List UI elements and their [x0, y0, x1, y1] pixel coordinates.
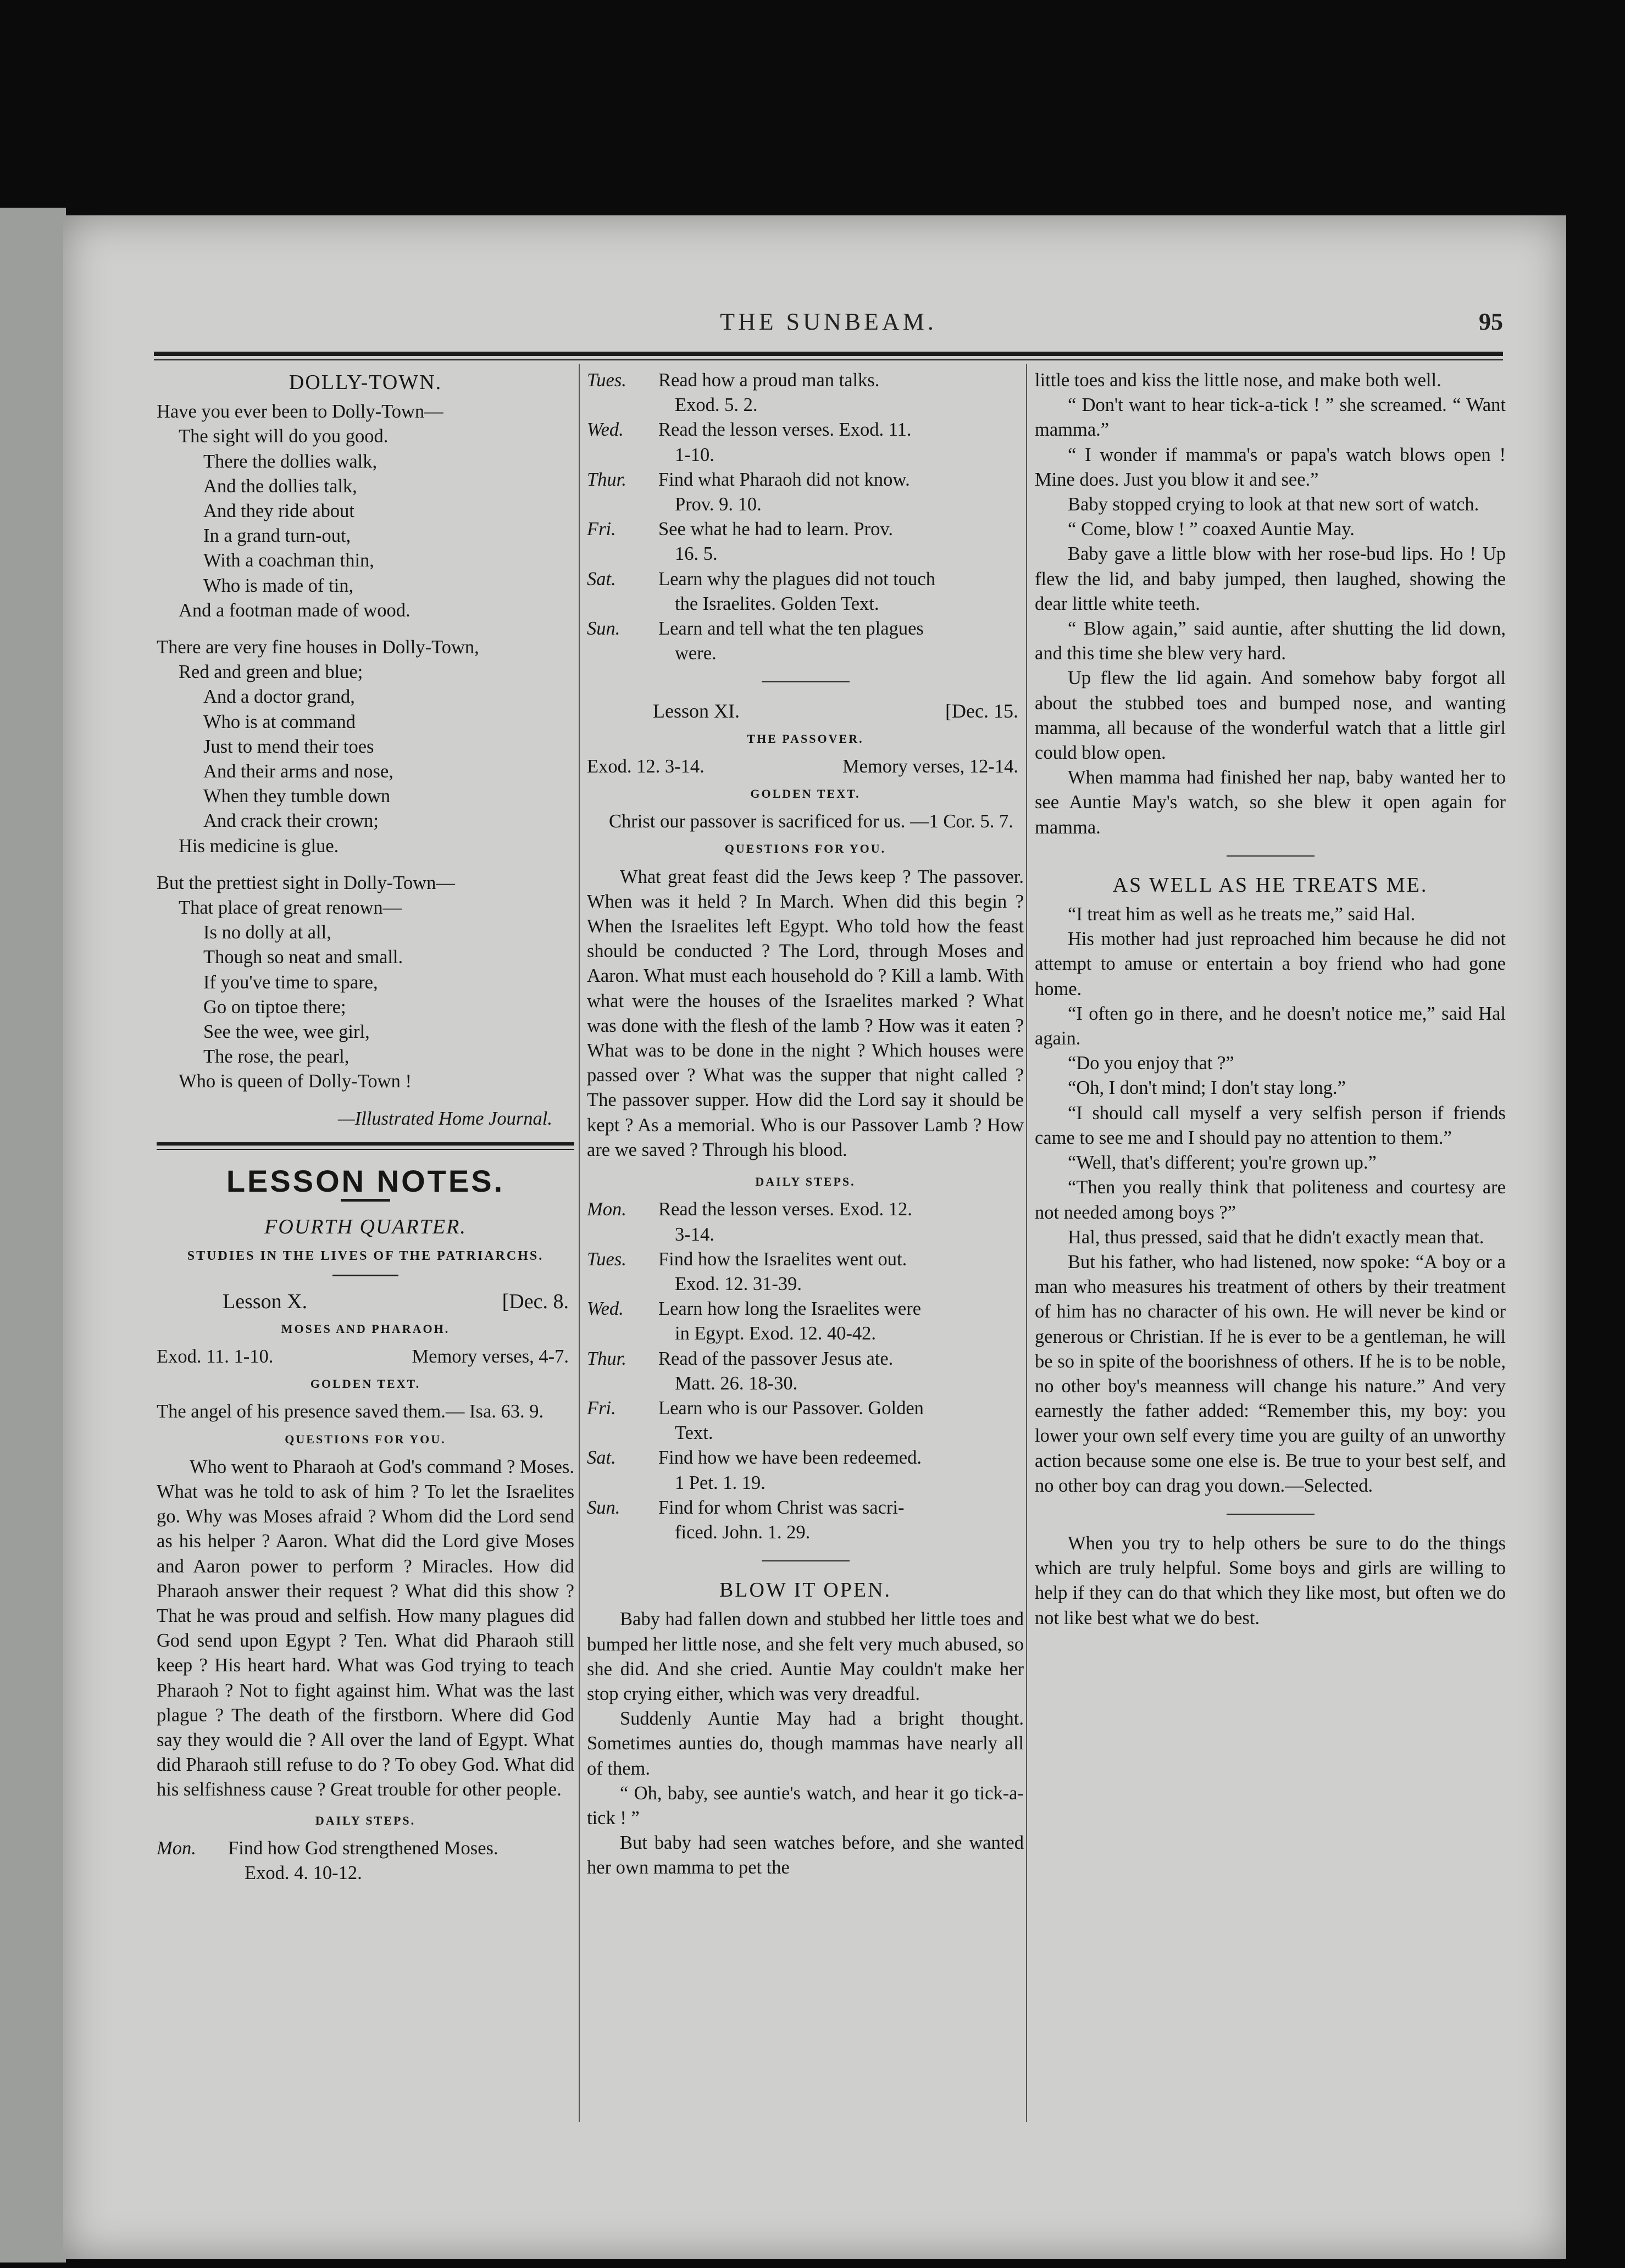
lesson-reference — [587, 754, 1024, 779]
story-paragraph: Baby stopped crying to look at that new sort of watch. — [1068, 494, 1479, 515]
step-text — [658, 1297, 1024, 1346]
daily-step — [587, 1297, 1024, 1346]
scripture-ref: Exod. 12. 3-14. — [587, 755, 705, 777]
questions-text: Who went to Pharaoh at God's command ? Moses. What was he told to ask of him ? To let the Israelites go. Why was Moses afraid ? Whom did the Lord send as his helper ? Aaron. What did the Lord give Moses and Aaron power to perform ? Miracles. How did Pharaoh answer their request ? What did this show ? That he was proud and selfish. How many plagues did God send upon Egypt ? Ten. What did Pharaoh still keep ? His heart hard. What was God trying to teach Pharaoh ? Not to fight against him. What was the last plague ? The death of the firstborn. Where did God say they would die ? All over the land of Egypt. What did Pharaoh still refuse to do ? To obey God. What did his selfishness cause ? Great trouble for other people. — [157, 1456, 574, 1800]
step-line: Read of the passover Jesus ate. — [658, 1348, 894, 1369]
story-paragraph: “ Don't want to hear tick-a-tick ! ” she screamed. “ Want mamma.” — [1035, 394, 1506, 441]
step-day: Wed. — [587, 1298, 624, 1320]
daily-step — [157, 1836, 574, 1886]
story-paragraph: Baby had fallen down and stubbed her little toes and bumped her little nose, and she felt very much abused, so she did. And she cried. Auntie May couldn't make her stop crying either, which was very dreadful. — [587, 1609, 1024, 1704]
daily-step — [587, 567, 1024, 616]
step-line: Read how a proud man talks. — [658, 370, 880, 391]
poem-line: Though so neat and small. — [203, 947, 403, 968]
step-day: Fri. — [587, 519, 616, 540]
step-line: Find how God strengthened Moses. — [228, 1837, 498, 1859]
story-paragraph: Baby gave a little blow with her rose-bud lips. Ho ! Up flew the lid, and baby jumped, then laughed, showing the dear little white teeth. — [1035, 543, 1506, 614]
poem-line: That place of great renown— — [179, 897, 402, 919]
story-title: BLOW IT OPEN. — [719, 1578, 892, 1602]
story-paragraph: “I often go in there, and he doesn't notice me,” said Hal again. — [1035, 1003, 1506, 1049]
step-continuation: ficed. John. 1. 29. — [675, 1521, 811, 1543]
step-day: Thur. — [587, 1348, 626, 1369]
step-day: Sat. — [587, 1447, 616, 1469]
daily-step — [587, 616, 1024, 666]
step-continuation: were. — [675, 643, 717, 664]
step-continuation: in Egypt. Exod. 12. 40-42. — [675, 1323, 877, 1344]
masthead-title: THE SUNBEAM. — [720, 308, 937, 335]
daily-step — [587, 1247, 1024, 1297]
section-double-rule — [157, 1142, 574, 1150]
step-day: Thur. — [587, 469, 626, 490]
step-continuation: Exod. 5. 2. — [675, 394, 758, 416]
step-text — [658, 418, 1024, 467]
poem-line: His medicine is glue. — [179, 835, 339, 857]
story-paragraph: “Oh, I don't mind; I don't stay long.” — [1068, 1077, 1346, 1099]
poem-line: The rose, the pearl, — [203, 1046, 350, 1068]
lesson-10-line — [157, 1289, 574, 1314]
poem-line: Go on tiptoe there; — [203, 996, 346, 1018]
questions-label: QUESTIONS FOR YOU. — [724, 842, 886, 856]
scripture-ref: Exod. 11. 1-10. — [157, 1346, 274, 1367]
story-paragraph: But his father, who had listened, now spoke: “A boy or a man who measures his treatment of others by their treatment of him has no character of his own. He will never be kind or generous or Christian. If he is ever to be a gentleman, he will be so in spite of the boorishness of others. If he is to be noble, no other boy's meanness will change his nature.” And very earnestly the father added: “Remember this, my boy: you lower your own self every time you are guilty of an unworthy action because some one else is. Be true to your best self, and no other boy can drag you down.—Selected. — [1035, 1251, 1506, 1496]
poem-line: Who is made of tin, — [203, 575, 354, 596]
column-1 — [157, 368, 574, 1886]
step-continuation: 16. 5. — [675, 543, 718, 565]
step-continuation: Exod. 4. 10-12. — [245, 1862, 362, 1883]
lesson-reference — [157, 1344, 574, 1369]
step-text — [658, 1396, 1024, 1446]
poem-line: And a footman made of wood. — [179, 599, 411, 621]
step-day: Tues. — [587, 1248, 626, 1270]
lesson-date: [Dec. 15. — [945, 700, 1018, 722]
step-text — [658, 616, 1024, 666]
lesson-date: [Dec. 8. — [502, 1289, 569, 1313]
step-day: Sun. — [587, 618, 620, 640]
step-continuation: 1-10. — [675, 444, 714, 465]
poem-line: And their arms and nose, — [203, 761, 393, 782]
poem-credit: —Illustrated Home Journal. — [337, 1108, 552, 1129]
story-title: AS WELL AS HE TREATS ME. — [1112, 873, 1428, 897]
daily-steps-continued — [587, 368, 1024, 666]
column-divider-1 — [579, 364, 580, 2122]
story-paragraph: “ Blow again,” said auntie, after shutting the lid down, and this time she blew very hard. — [1035, 618, 1506, 664]
story-paragraph: “I treat him as well as he treats me,” said Hal. — [1068, 904, 1416, 925]
separator — [762, 1560, 850, 1561]
step-line: Learn why the plagues did not touch — [658, 568, 935, 590]
step-line: Find how the Israelites went out. — [658, 1248, 907, 1270]
step-line: Read the lesson verses. Exod. 11. — [658, 419, 912, 441]
step-line: Learn and tell what the ten plagues — [658, 618, 924, 640]
step-text — [658, 517, 1024, 566]
step-line: Find for whom Christ was sacri- — [658, 1497, 905, 1518]
column-3 — [1035, 368, 1506, 1631]
step-day: Wed. — [587, 419, 624, 441]
step-day: Mon. — [587, 1199, 626, 1220]
lesson-notes-heading: LESSON NOTES. — [226, 1163, 505, 1198]
separator — [762, 681, 850, 682]
step-day: Sat. — [587, 568, 616, 590]
poem-line: But the prettiest sight in Dolly-Town— — [157, 872, 455, 893]
story-paragraph: Suddenly Auntie May had a bright thought. Sometimes aunties do, though mammas have nearly all of them. — [587, 1708, 1024, 1779]
poem-line: Who is at command — [203, 711, 356, 732]
quarter-heading: FOURTH QUARTER. — [264, 1215, 467, 1239]
page-number: 95 — [1479, 308, 1503, 335]
daily-step — [587, 368, 1024, 418]
story-paragraph: “Do you enjoy that ?” — [1068, 1053, 1234, 1074]
lesson-number: Lesson XI. — [653, 700, 740, 722]
poem-line: And a doctor grand, — [203, 686, 355, 708]
daily-step — [587, 1496, 1024, 1545]
step-continuation: 1 Pet. 1. 19. — [675, 1472, 766, 1493]
step-line: Find how we have been redeemed. — [658, 1447, 922, 1469]
story-paragraph: Hal, thus pressed, said that he didn't exactly mean that. — [1068, 1226, 1484, 1248]
separator — [1227, 1514, 1315, 1515]
poem-line: Is no dolly at all, — [203, 922, 331, 943]
step-text — [658, 1347, 1024, 1396]
daily-step — [587, 468, 1024, 517]
lesson-title: THE PASSOVER. — [747, 731, 864, 746]
step-day: Tues. — [587, 370, 626, 391]
story-paragraph: “ Come, blow ! ” coaxed Auntie May. — [1068, 519, 1355, 540]
subheading-dash — [332, 1275, 398, 1276]
header-rule-thin — [154, 359, 1503, 360]
golden-text: The angel of his presence saved them.— Isa. 63. 9. — [157, 1401, 544, 1422]
daily-step — [587, 1197, 1024, 1247]
step-continuation: 3-14. — [675, 1224, 714, 1245]
step-continuation: Text. — [675, 1422, 713, 1444]
poem-line: And the dollies talk, — [203, 475, 357, 497]
lesson-number: Lesson X. — [223, 1289, 308, 1313]
step-continuation: Exod. 12. 31-39. — [675, 1273, 802, 1294]
step-text — [658, 1496, 1024, 1545]
lesson-title: MOSES AND PHARAOH. — [281, 1321, 450, 1336]
poem-title: DOLLY-TOWN. — [289, 371, 442, 394]
column-divider-2 — [1026, 364, 1027, 2122]
step-day: Sun. — [587, 1497, 620, 1518]
poem-line: See the wee, wee girl, — [203, 1021, 370, 1043]
poem-line: If you've time to spare, — [203, 971, 378, 993]
story-paragraph: When mamma had finished her nap, baby wanted her to see Auntie May's watch, so she blew it open again for mamma. — [1035, 767, 1506, 838]
story-paragraph: “ I wonder if mamma's or papa's watch blows open ! Mine does. Just you blow it and see.” — [1035, 444, 1506, 490]
step-continuation: the Israelites. Golden Text. — [675, 593, 879, 614]
closing-paragraph: When you try to help others be sure to do the things which are truly helpful. Some boys and girls are willing to help if they can do that which they like most, but often we do not like best what we do best. — [1035, 1532, 1506, 1628]
step-text — [658, 1446, 1024, 1495]
poem-line: In a grand turn-out, — [203, 525, 351, 547]
poem-line: When they tumble down — [203, 786, 391, 807]
daily-step — [587, 418, 1024, 467]
poem-line: Red and green and blue; — [179, 662, 363, 683]
daily-step — [587, 517, 1024, 566]
daily-step — [587, 1446, 1024, 1495]
step-continuation: Prov. 9. 10. — [675, 494, 762, 515]
page-edge-shadow — [0, 208, 66, 2263]
poem-stanza-1 — [157, 399, 574, 623]
step-day: Mon. — [157, 1837, 196, 1859]
story-paragraph: “I should call myself a very selfish person if friends came to see me and I should pay no attention to them.” — [1035, 1102, 1506, 1148]
golden-text-label: GOLDEN TEXT. — [310, 1377, 421, 1391]
step-text — [228, 1836, 574, 1886]
poem-stanza-3 — [157, 871, 574, 1094]
poem-body — [157, 399, 574, 1131]
step-text — [658, 1197, 1024, 1247]
separator — [1227, 855, 1315, 857]
heading-dash — [341, 1199, 390, 1202]
poem-line: And they ride about — [203, 501, 354, 522]
memory-verses: Memory verses, 12-14. — [842, 755, 1018, 777]
poem-line: Who is queen of Dolly-Town ! — [179, 1071, 412, 1092]
story-paragraph: Up flew the lid again. And somehow baby forgot all about the stubbed toes and bumped nose, and wanting mamma, all because of the wonderful watch that a little girl could blow open. — [1035, 668, 1506, 764]
column-2 — [587, 368, 1024, 1881]
questions-text: What great feast did the Jews keep ? The passover. When was it held ? In March. When did this begin ? When the Israelites left Egypt. Who told how the feast should be conducted ? The Lord, through Moses and Aaron. What must each household do ? Kill a lamb. With what were the houses of the Israelites marked ? What was done with the flesh of the lamb ? How was it eaten ? What was to be done in the night ? Which houses were passed over ? What was the supper that night called ? The passover supper. How did the Lord say it should be kept ? As a memorial. Who is our Passover Lamb ? How are we saved ? Through his blood. — [587, 866, 1024, 1160]
memory-verses: Memory verses, 4-7. — [412, 1346, 569, 1367]
poem-line: There are very fine houses in Dolly-Town, — [157, 637, 479, 658]
step-line: Learn how long the Israelites were — [658, 1298, 922, 1320]
newspaper-page — [63, 215, 1566, 2259]
daily-steps-label: DAILY STEPS. — [755, 1175, 856, 1189]
header-rule-thick — [154, 352, 1503, 356]
daily-steps-label: DAILY STEPS. — [315, 1813, 416, 1827]
poem-line: The sight will do you good. — [179, 426, 389, 447]
step-line: See what he had to learn. Prov. — [658, 519, 893, 540]
step-continuation: Matt. 26. 18-30. — [675, 1372, 798, 1394]
studies-subheading: STUDIES IN THE LIVES OF THE PATRIARCHS. — [187, 1249, 544, 1264]
golden-text-label: GOLDEN TEXT. — [750, 787, 861, 801]
page-header — [154, 308, 1503, 346]
step-line: Find what Pharaoh did not know. — [658, 469, 910, 490]
story-paragraph: His mother had just reproached him because he did not attempt to amuse or entertain a boy friend who had gone home. — [1035, 929, 1506, 999]
poem-stanza-2 — [157, 635, 574, 859]
poem-line: Have you ever been to Dolly-Town— — [157, 401, 443, 423]
step-text — [658, 368, 1024, 418]
story-paragraph: “Well, that's different; you're grown up.” — [1068, 1152, 1377, 1174]
poem-line: There the dollies walk, — [203, 451, 378, 472]
step-text — [658, 468, 1024, 517]
step-line: Read the lesson verses. Exod. 12. — [658, 1199, 912, 1220]
step-day: Fri. — [587, 1397, 616, 1419]
daily-step — [587, 1396, 1024, 1446]
story-paragraph: But baby had seen watches before, and she wanted her own mamma to pet the — [587, 1832, 1024, 1878]
step-text — [658, 567, 1024, 616]
questions-label: QUESTIONS FOR YOU. — [285, 1432, 446, 1446]
golden-text: Christ our passover is sacrificed for us. —1 Cor. 5. 7. — [609, 811, 1013, 832]
lesson-11-line — [587, 699, 1024, 724]
story-paragraph: “Then you really think that politeness and courtesy are not needed among boys ?” — [1035, 1177, 1506, 1223]
daily-steps — [587, 1197, 1024, 1545]
poem-line: Just to mend their toes — [203, 736, 374, 757]
poem-line: And crack their crown; — [203, 810, 379, 832]
step-text — [658, 1247, 1024, 1297]
step-line: Learn who is our Passover. Golden — [658, 1397, 924, 1419]
poem-line: With a coachman thin, — [203, 550, 374, 571]
story-paragraph: little toes and kiss the little nose, and make both well. — [1035, 370, 1441, 391]
story-paragraph: “ Oh, baby, see auntie's watch, and hear it go tick-a-tick ! ” — [587, 1782, 1024, 1828]
daily-step — [587, 1347, 1024, 1396]
